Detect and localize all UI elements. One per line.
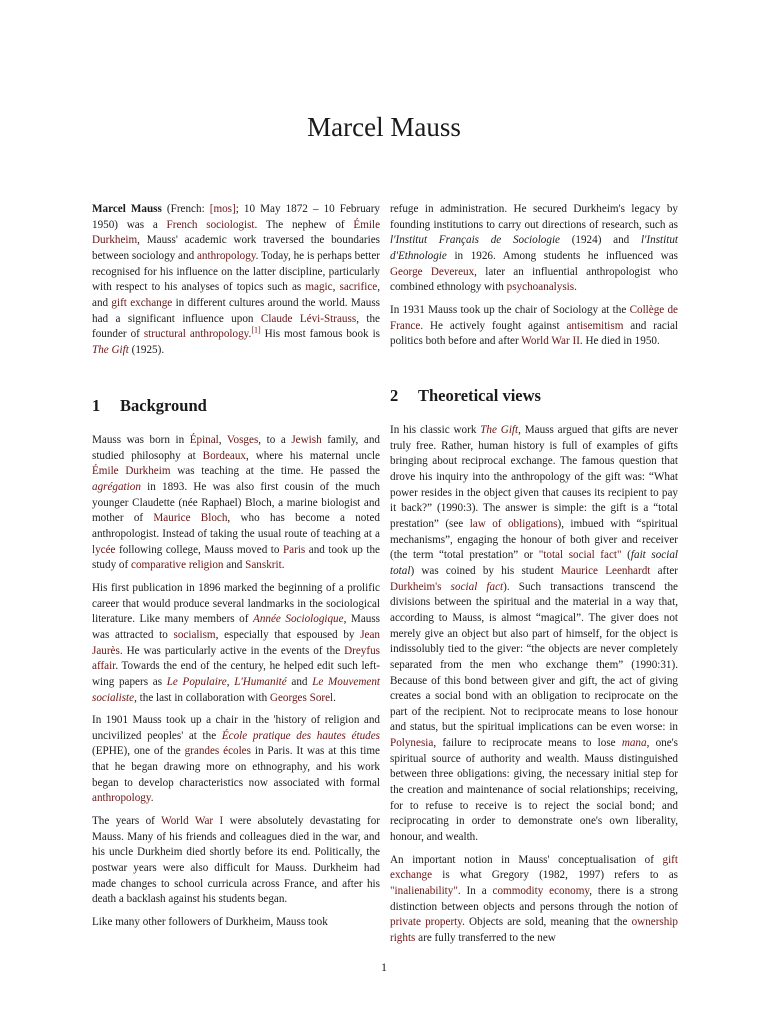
background-paragraph-5: Like many other followers of Durkheim, Mauss took [92, 916, 328, 929]
background-paragraph-4: The years of World War I were absolutely devastating for Mauss. Many of his friends and colleagues died in the war, and his uncle Durkheim died shortly before its end. Politically, the postwar years were also difficult for Mauss. Durkheim had made changes to school curricula across France, and after his death a backlash against his students began. [92, 815, 380, 906]
link-college-de-france[interactable]: Collège de France [390, 303, 678, 332]
link-comparative-religion[interactable]: comparative religion [131, 559, 224, 572]
ipa-link[interactable]: [mos] [209, 203, 236, 215]
link-bordeaux[interactable]: Bordeaux [202, 449, 246, 462]
link-gift-exchange-2[interactable]: gift exchange [390, 853, 678, 882]
link-law-of-obligations[interactable]: law of obligations [469, 517, 558, 530]
link-sanskrit[interactable]: Sanskrit [245, 559, 282, 572]
background-paragraph-1: Mauss was born in Épinal, Vosges, to a Jewish family, and studied philosophy at Bordeaux, where his maternal uncle Émile Durkheim was teaching at the time. He passed the agrégation in 1893. He was also first cousin of the much younger Claudette (née Raphael) Bloch, a marine biologist and mother of Maurice Bloch, who has become a noted anthropologist. Instead of taking the usual route of teaching at a lycée following college, Mauss moved to Paris and took up the study of comparative religion and Sanskrit. [92, 434, 380, 572]
link-social-fact[interactable]: social fact [450, 580, 504, 593]
link-georges-sorel[interactable]: Georges Sorel [269, 691, 334, 704]
link-george-devereux[interactable]: George Devereux [390, 265, 475, 278]
link-maurice-bloch[interactable]: Maurice Bloch [153, 512, 228, 525]
link-magic[interactable]: magic [305, 281, 333, 294]
link-anthropology-2[interactable]: anthropology [92, 792, 151, 805]
link-lhumanite[interactable]: L'Humanité [234, 675, 287, 688]
right-column-top [390, 202, 678, 357]
link-world-war-i[interactable]: World War I [161, 815, 224, 828]
page-number: 1 [381, 960, 387, 974]
link-epinal[interactable]: Épinal [189, 434, 219, 446]
link-durkheims[interactable]: Durkheim's [390, 580, 442, 593]
link-polynesia[interactable]: Polynesia [390, 737, 434, 750]
link-antisemitism[interactable]: antisemitism [566, 319, 624, 332]
link-le-populaire[interactable]: Le Populaire [166, 675, 227, 688]
page-title: Marcel Mauss [307, 112, 461, 142]
link-levi-strauss[interactable]: Claude Lévi-Strauss [260, 312, 357, 325]
left-column-background [92, 433, 380, 938]
link-jean-jaures[interactable]: Jean Jaurès [92, 628, 380, 657]
link-paris[interactable]: Paris [282, 543, 306, 556]
left-column-intro [92, 202, 380, 366]
link-inalienability[interactable]: "inalienability" [390, 885, 458, 898]
right-column-theoretical-views [390, 423, 678, 954]
link-ephe[interactable]: École pratique des hautes études [221, 729, 381, 742]
link-jewish[interactable]: Jewish [291, 434, 322, 446]
section-2-heading: 2 Theoretical views [390, 386, 541, 405]
link-ownership-rights[interactable]: ownership rights [390, 916, 679, 944]
link-world-war-ii[interactable]: World War II [521, 335, 580, 348]
link-psychoanalysis[interactable]: psychoanalysis [506, 281, 575, 294]
background-paragraph-3: In 1901 Mauss took up a chair in the 'history of religion and uncivilized peoples' at the École pratique des hautes études (EPHE), one of the grandes écoles in Paris. It was at this time that he began drawing more on ethnography, and his work began to develop characteristics now associated with formal anthropology. [92, 714, 381, 805]
reference-1[interactable]: [1] [251, 325, 261, 335]
link-mana[interactable]: mana [621, 737, 647, 750]
intro-paragraph: Marcel Mauss (French: [mos]; 10 May 1872 – 10 February 1950) was a French sociologist. The nephew of Émile Durkheim, Mauss' academic work traversed the boundaries between sociology and anthropology. Today, he is perhaps better recognised for his influence on the latter discipline, particularly with respect to his analyses of topics such as magic, sacrifice, and gift exchange in different cultures around the world. Mauss had a significant influence upon Claude Lévi-Strauss, the founder of structural anthropology.[1] His most famous book is The Gift (1925). [92, 203, 381, 356]
link-dreyfus-affair[interactable]: Dreyfus affair [92, 644, 380, 673]
right-paragraph-2: In 1931 Mauss took up the chair of Sociology at the Collège de France. He actively fought against antisemitism and racial politics both before and after World War II. He died in 1950. [390, 303, 679, 348]
link-total-social-fact[interactable]: "total social fact" [538, 549, 622, 562]
link-grandes-ecoles[interactable]: grandes écoles [184, 745, 251, 758]
section-1-heading: 1 Background [92, 396, 207, 415]
link-agregation[interactable]: agrégation [92, 480, 141, 493]
link-the-gift[interactable]: The Gift [92, 343, 129, 356]
link-commodity-economy[interactable]: commodity economy [492, 885, 590, 898]
link-vosges[interactable]: Vosges [226, 434, 259, 446]
link-gift-exchange[interactable]: gift exchange [111, 296, 173, 309]
link-sacrifice[interactable]: sacrifice [339, 281, 378, 294]
link-structural-anthropology[interactable]: structural anthropology [143, 328, 249, 341]
link-lycee[interactable]: lycée [92, 543, 116, 556]
link-durkheim[interactable]: Émile Durkheim [92, 218, 381, 247]
link-french-sociologist[interactable]: French sociologist [166, 218, 255, 231]
link-anthropology[interactable]: anthropology [196, 249, 256, 262]
link-the-gift-2[interactable]: The Gift [480, 424, 519, 436]
background-paragraph-2: His first publication in 1896 marked the beginning of a prolific career that would produce several landmarks in the sociological literature. Like many members of Année Sociologique, Mauss was attracted to socialism, especially that espoused by Jean Jaurès. He was particularly active in the events of the Dreyfus affair. Towards the end of the century, he helped edit such left-wing papers as Le Populaire, L'Humanité and Le Mouvement socialiste, the last in collaboration with Georges Sorel. [92, 581, 381, 704]
link-annee-sociologique[interactable]: Année Sociologique [253, 613, 344, 626]
link-le-mouvement-socialiste[interactable]: Le Mouvement socialiste [92, 675, 380, 704]
link-maurice-leenhardt[interactable]: Maurice Leenhardt [560, 564, 651, 577]
link-durkheim-2[interactable]: Émile Durkheim [92, 465, 171, 478]
right-paragraph-1: refuge in administration. He secured Durkheim's legacy by founding institutions to carry out directions of research, such as l'Institut Français de Sociologie (1924) and l'Institut d'Ethnologie in 1926. Among students he influenced was George Devereux, later an influential anthropologist who combined ethnology with psychoanalysis. [390, 203, 678, 294]
link-socialism[interactable]: socialism [173, 628, 216, 641]
theory-paragraph-1: In his classic work The Gift, Mauss argued that gifts are never truly free. Rather, human history is full of examples of gifts bringing about reciprocal exchange. The famous question that drove his inquiry into the anthropology of the gift was: “What power resides in the object given that causes its recipient to pay it back?” (1990:3). The answer is simple: the gift is a “total prestation” (see law of obligations), imbued with “spiritual mechanisms”, engaging the honour of both giver and receiver (the term “total prestation” or "total social fact" (fait social total) was coined by his student Maurice Leenhardt after Durkheim's social fact). Such transactions transcend the divisions between the spiritual and the material in a way that, according to Mauss, is almost “magical”. The giver does not merely give an object but also part of himself, for the object is indissolubly tied to the giver: “the objects are never completely separated from the men who exchange them” (1990:31). Because of this bond between giver and gift, the act of giving creates a social bond with an obligation to reciprocate on the part of the recipient. Not to reciprocate means to lose honour and status, but the spiritual implications can be even worse: in Polynesia, failure to reciprocate means to lose mana, one's spiritual source of authority and wealth. Mauss distinguished between three obligations: giving, the necessary initial step for the creation and maintenance of social relationships; receiving, for to refuse to receive is to reject the social bond; and reciprocating in order to demonstrate one's own liberality, honour, and wealth. [390, 424, 678, 844]
theory-paragraph-2: An important notion in Mauss' conceptualisation of gift exchange is what Gregory (1982, 1997) refers to as "inalienability". In a commodity economy, there is a strong distinction between objects and persons through the notion of private property. Objects are sold, meaning that the ownership rights are fully transferred to the new [390, 853, 679, 944]
link-private-property[interactable]: private property [390, 916, 463, 929]
